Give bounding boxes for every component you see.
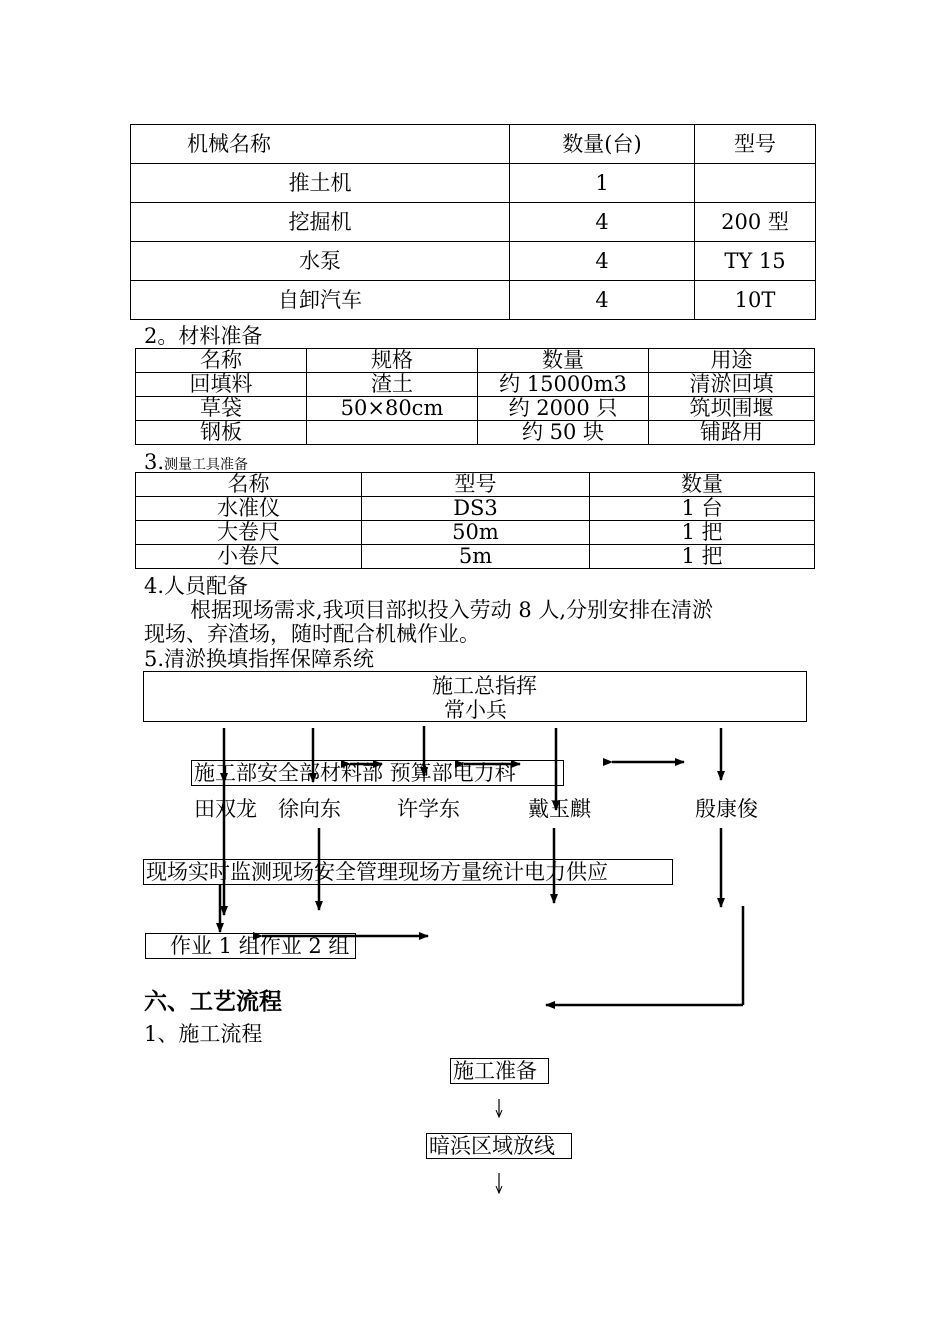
header-cell: 数量 bbox=[478, 349, 649, 373]
staffing-title: 4.人员配备 bbox=[144, 574, 249, 598]
table-cell: DS3 bbox=[362, 497, 590, 521]
table-cell: 钢板 bbox=[136, 421, 307, 445]
process-subheading: 1、施工流程 bbox=[144, 1022, 263, 1046]
table-cell: 自卸汽车 bbox=[131, 281, 510, 320]
header-cell: 数量 bbox=[590, 473, 815, 497]
duties-box: 现场实时监测现场安全管理现场方量统计电力供应 bbox=[143, 859, 673, 885]
tools-title-text: 测量工具准备 bbox=[164, 457, 249, 473]
org-title: 5.清淤换填指挥保障系统 bbox=[144, 647, 375, 671]
table-cell: 50×80cm bbox=[307, 397, 478, 421]
commander-title: 施工总指挥 bbox=[432, 674, 537, 698]
table-cell: 1 把 bbox=[590, 545, 815, 569]
header-cell: 型号 bbox=[362, 473, 590, 497]
person-xu-xiangdong: 徐向东 bbox=[278, 797, 341, 821]
person-yin: 殷康俊 bbox=[695, 797, 758, 821]
table-cell: 1 台 bbox=[590, 497, 815, 521]
table-cell: 4 bbox=[510, 203, 695, 242]
table-cell: 铺路用 bbox=[649, 421, 815, 445]
materials-title: 2。材料准备 bbox=[144, 324, 263, 348]
person-tian: 田双龙 bbox=[194, 797, 257, 821]
tools-title-number: 3. bbox=[144, 450, 165, 474]
table-cell: 50m bbox=[362, 521, 590, 545]
table-cell: 大卷尺 bbox=[136, 521, 362, 545]
staffing-paragraph-line-2: 现场、弃渣场，随时配合机械作业。 bbox=[144, 622, 480, 646]
commander-name: 常小兵 bbox=[444, 698, 507, 722]
table-cell: 1 把 bbox=[590, 521, 815, 545]
table-cell: 5m bbox=[362, 545, 590, 569]
departments-box: 施工部安全部材料部 预算部电力科 bbox=[191, 760, 564, 786]
table-cell: 小卷尺 bbox=[136, 545, 362, 569]
table-cell: TY 15 bbox=[695, 242, 816, 281]
person-dai: 戴玉麒 bbox=[528, 797, 591, 821]
table-cell: 约 50 块 bbox=[478, 421, 649, 445]
person-xu-xuedong: 许学东 bbox=[397, 797, 460, 821]
table-cell: 挖掘机 bbox=[131, 203, 510, 242]
header-cell: 型号 bbox=[695, 125, 816, 164]
header-cell: 用途 bbox=[649, 349, 815, 373]
teams-box: 作业 1 组作业 2 组 bbox=[145, 933, 356, 959]
header-cell: 规格 bbox=[307, 349, 478, 373]
flow-step-preparation: 施工准备 bbox=[450, 1058, 549, 1084]
table-cell: 10T bbox=[695, 281, 816, 320]
staffing-paragraph-line-1: 根据现场需求,我项目部拟投入劳动 8 人,分别安排在清淤 bbox=[190, 598, 714, 622]
table-cell: 清淤回填 bbox=[649, 373, 815, 397]
table-cell: 约 2000 只 bbox=[478, 397, 649, 421]
header-cell: 机械名称 bbox=[131, 125, 510, 164]
table-cell: 200 型 bbox=[695, 203, 816, 242]
table-cell: 约 15000m3 bbox=[478, 373, 649, 397]
table-cell: 筑坝围堰 bbox=[649, 397, 815, 421]
table-cell: 水泵 bbox=[131, 242, 510, 281]
header-cell: 数量(台) bbox=[510, 125, 695, 164]
process-heading: 六、工艺流程 bbox=[144, 989, 282, 1015]
table-cell: 渣土 bbox=[307, 373, 478, 397]
flow-step-layout: 暗浜区域放线 bbox=[426, 1133, 572, 1159]
table-cell: 4 bbox=[510, 242, 695, 281]
table-cell: 水准仪 bbox=[136, 497, 362, 521]
table-cell: 回填料 bbox=[136, 373, 307, 397]
header-cell: 名称 bbox=[136, 473, 362, 497]
table-cell: 草袋 bbox=[136, 397, 307, 421]
table-cell: 1 bbox=[510, 164, 695, 203]
table-cell: 4 bbox=[510, 281, 695, 320]
header-cell: 名称 bbox=[136, 349, 307, 373]
table-cell: 推土机 bbox=[131, 164, 510, 203]
